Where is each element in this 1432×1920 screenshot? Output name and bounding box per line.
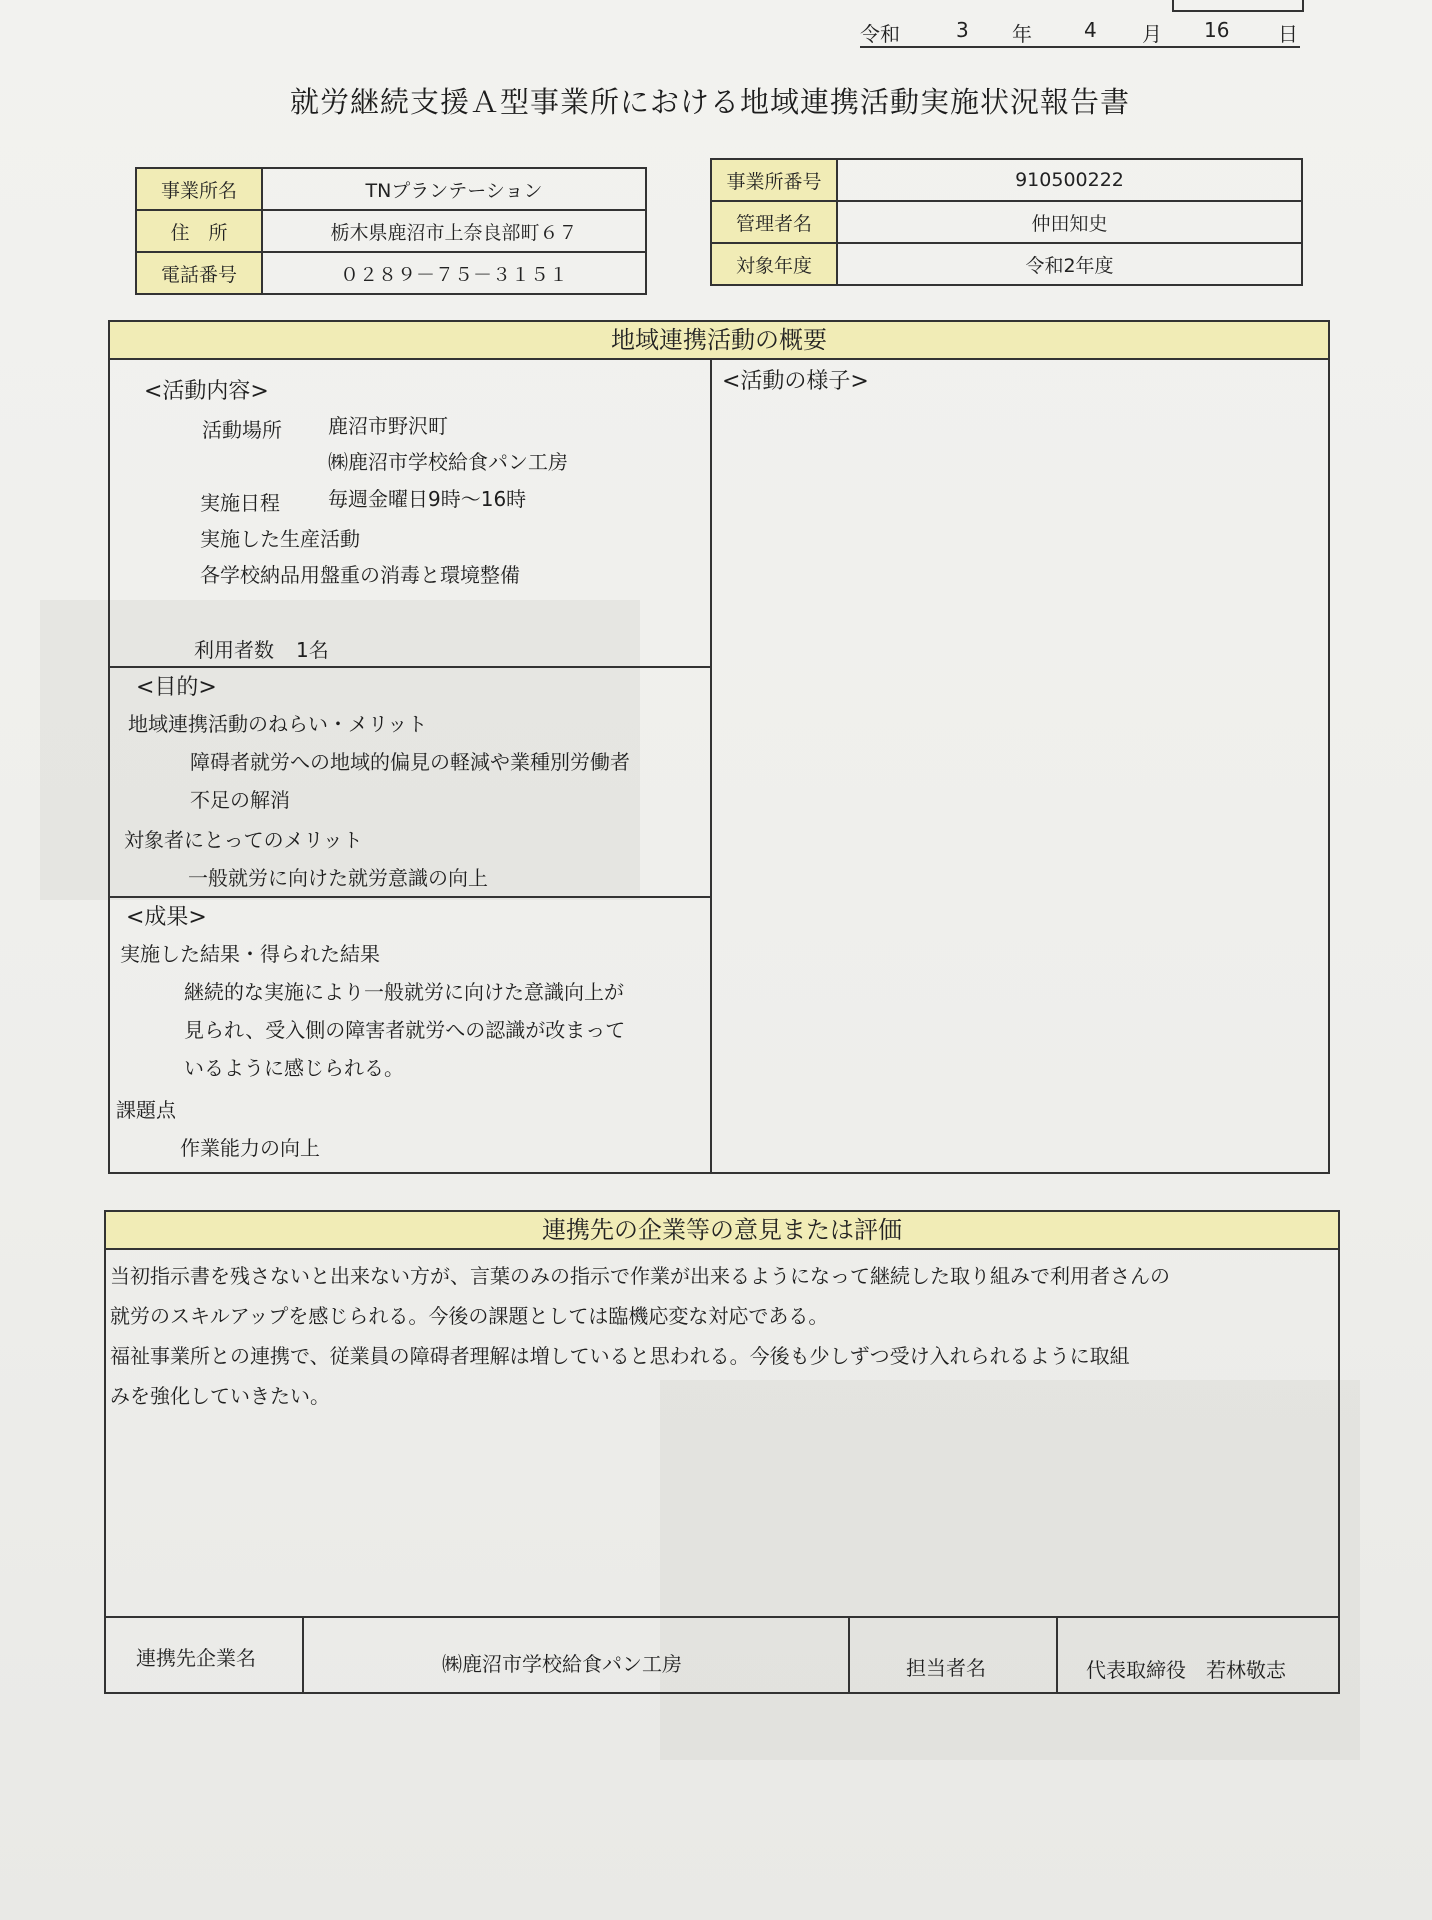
- purpose-line-4: 対象者にとってのメリット: [124, 828, 363, 852]
- place-label: 活動場所: [202, 418, 282, 442]
- partner-divider-3: [1056, 1616, 1058, 1692]
- office-name-label: 事業所名: [136, 168, 262, 210]
- address-label: 住 所: [136, 210, 262, 252]
- purpose-line-2: 障碍者就労への地域的偏見の軽減や業種別労働者: [190, 750, 630, 774]
- date-month: 4: [1084, 18, 1097, 42]
- evaluation-line-3: 福祉事業所との連携で、従業員の障碍者理解は増していると思われる。今後も少しずつ受け入れられるように取組: [110, 1344, 1130, 1368]
- result-heading: <成果>: [126, 905, 207, 930]
- evaluation-line-2: 就労のスキルアップを感じられる。今後の課題としては臨機応変な対応である。: [110, 1304, 829, 1328]
- activity-overview-header: 地域連携活動の概要: [110, 322, 1328, 360]
- address-value: 栃木県鹿沼市上奈良部町６７: [262, 210, 646, 252]
- overview-column-divider: [710, 358, 712, 1172]
- activity-state-heading: <活動の様子>: [722, 369, 869, 394]
- schedule-label: 実施日程: [200, 491, 280, 515]
- users-value: 1名: [296, 638, 329, 662]
- purpose-line-3: 不足の解消: [190, 788, 290, 812]
- contact-person-label: 担当者名: [906, 1656, 986, 1680]
- result-line-1: 実施した結果・得られた結果: [120, 942, 380, 966]
- date-month-unit: 月: [1142, 22, 1162, 46]
- purpose-line-1: 地域連携活動のねらい・メリット: [128, 712, 428, 736]
- partner-divider-1: [302, 1616, 304, 1692]
- purpose-result-divider: [110, 896, 710, 898]
- partner-evaluation-header: 連携先の企業等の意見または評価: [106, 1212, 1338, 1250]
- issue-value: 作業能力の向上: [180, 1136, 320, 1160]
- result-line-2: 継続的な実施により一般就労に向けた意識向上が: [184, 980, 624, 1004]
- partner-company-label: 連携先企業名: [136, 1646, 256, 1670]
- office-number-label: 事業所番号: [711, 159, 837, 201]
- page-title: 就労継続支援Ａ型事業所における地域連携活動実施状況報告書: [289, 85, 1130, 119]
- phone-value: ０２８９－７５－３１５１: [262, 252, 646, 294]
- production-label: 実施した生産活動: [200, 527, 360, 551]
- partner-evaluation-section: [104, 1210, 1340, 1694]
- date-day-unit: 日: [1278, 22, 1298, 46]
- place-value-1: 鹿沼市野沢町: [328, 414, 448, 438]
- office-name-value: TNプランテーション: [262, 168, 646, 210]
- activity-content-heading: <活動内容>: [144, 379, 269, 404]
- schedule-value: 毎週金曜日9時～16時: [328, 487, 527, 511]
- date-year: 3: [956, 18, 969, 42]
- fiscal-year-label: 対象年度: [711, 243, 837, 285]
- users-label: 利用者数: [194, 638, 274, 662]
- partner-row-top: [106, 1616, 1338, 1618]
- manager-value: 仲田知史: [837, 201, 1302, 243]
- purpose-line-5: 一般就労に向けた就労意識の向上: [188, 866, 488, 890]
- manager-label: 管理者名: [711, 201, 837, 243]
- activity-overview-section: [108, 320, 1330, 1174]
- partner-company-value: ㈱鹿沼市学校給食パン工房: [442, 1652, 682, 1676]
- date-year-unit: 年: [1012, 22, 1032, 46]
- date-era: 令和: [860, 22, 900, 46]
- production-value: 各学校納品用盤重の消毒と環境整備: [200, 563, 520, 587]
- result-line-3: 見られ、受入側の障害者就労への認識が改まって: [184, 1018, 626, 1042]
- office-info-table: [135, 167, 647, 295]
- evaluation-line-4: みを強化していきたい。: [110, 1384, 330, 1408]
- phone-label: 電話番号: [136, 252, 262, 294]
- issue-label: 課題点: [116, 1098, 176, 1122]
- partner-divider-2: [848, 1616, 850, 1692]
- place-value-2: ㈱鹿沼市学校給食パン工房: [328, 450, 568, 474]
- fiscal-year-value: 令和2年度: [837, 243, 1302, 285]
- form-number-box: [1172, 0, 1304, 12]
- date-day: 16: [1204, 18, 1230, 42]
- contact-person-value: 代表取締役 若林敬志: [1086, 1658, 1286, 1682]
- result-line-4: いるように感じられる。: [184, 1056, 404, 1080]
- purpose-heading: <目的>: [136, 675, 217, 700]
- content-purpose-divider: [110, 666, 710, 668]
- registry-info-table: [710, 158, 1303, 286]
- evaluation-line-1: 当初指示書を残さないと出来ない方が、言葉のみの指示で作業が出来るようになって継続した取り組みで利用者さんの: [110, 1264, 1170, 1288]
- report-date: [860, 12, 1300, 48]
- office-number-value: 910500222: [837, 159, 1302, 201]
